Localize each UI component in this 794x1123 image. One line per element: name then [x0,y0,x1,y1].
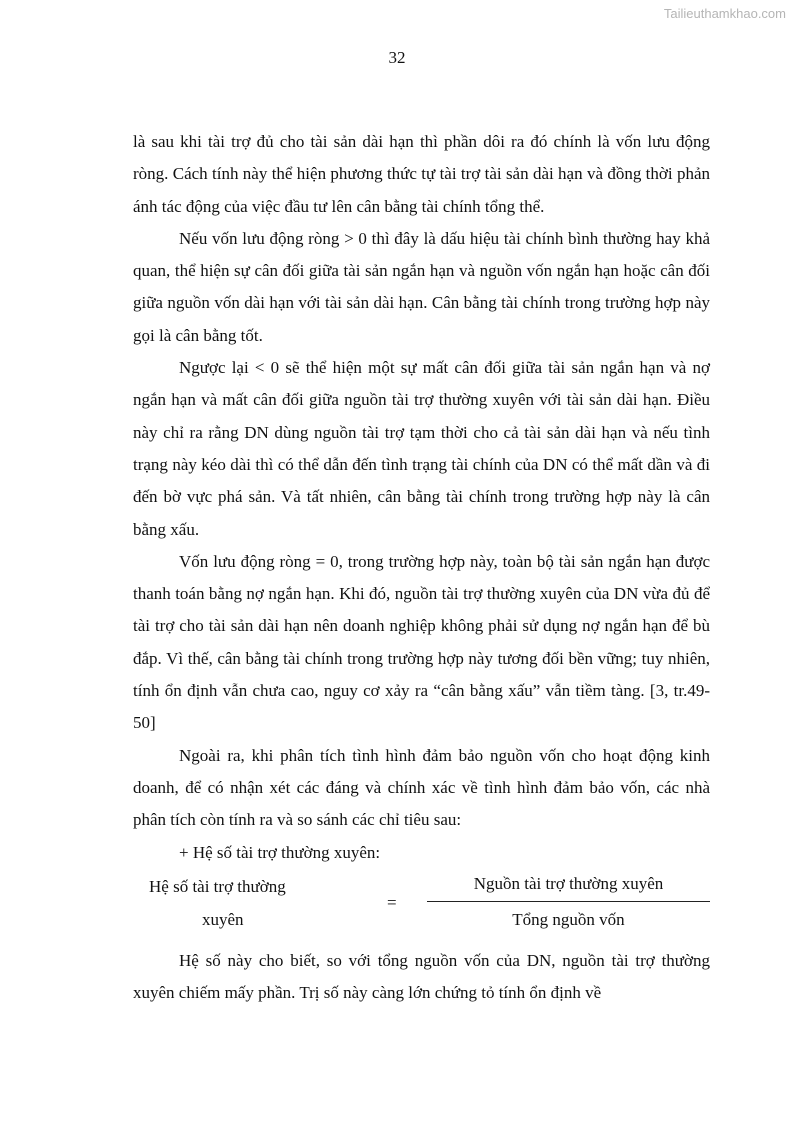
formula-lhs-continued: xuyên [202,909,244,929]
formula [133,869,710,945]
paragraph: Vốn lưu động ròng = 0, trong trường hợp này, toàn bộ tài sản ngắn hạn được thanh toán bằng nợ ngắn hạn. Khi đó, nguồn tài trợ thường xuyên của DN vừa đủ để tài trợ cho tài sản dài hạn nên doanh nghiệp không phải sử dụng nợ ngắn hạn để bù đắp. Vì thế, cân bằng tài chính trong trường hợp này tương đối bền vững; tuy nhiên, tính ổn định vẫn chưa cao, nguy cơ xảy ra “cân bằng xấu” vẫn tiềm tàng. [3, tr.49-50] [133,551,710,733]
list-item: + Hệ số tài trợ thường xuyên: [179,842,381,862]
watermark: Tailieuthamkhao.com [663,6,786,21]
paragraph: là sau khi tài trợ đủ cho tài sản dài hạn thì phần dôi ra đó chính là vốn lưu động ròng. Cách tính này thể hiện phương thức tự tài trợ tài sản dài hạn và đồng thời phản ánh tác động của việc đầu tư lên cân bằng tài chính tổng thể. [133,132,710,216]
formula-lhs: Hệ số tài trợ thường [149,876,286,896]
paragraph: Nếu vốn lưu động ròng > 0 thì đây là dấu hiệu tài chính bình thường hay khả quan, thể hiện sự cân đối giữa tài sản ngắn hạn và nguồn vốn ngắn hạn hoặc cân đối giữa nguồn vốn dài hạn với tài sản dài hạn. Cân bằng tài chính trong trường hợp này gọi là cân bằng tốt. [133,228,710,345]
paragraph: Ngược lại < 0 sẽ thể hiện một sự mất cân đối giữa tài sản ngắn hạn và nợ ngắn hạn và mất cân đối giữa nguồn tài trợ thường xuyên với tài sản dài hạn. Điều này chỉ ra rằng DN dùng nguồn tài trợ tạm thời cho cả tài sản dài hạn và nếu tình trạng này kéo dài thì có thể dẫn đến tình trạng tài chính của DN có thể mất dần và đi đến bờ vực phá sản. Và tất nhiên, cân bằng tài chính trong trường hợp này là cân bằng xấu. [133,358,710,539]
document-body [133,126,710,1009]
fraction-bar [427,901,710,902]
formula-denominator: Tổng nguồn vốn [512,909,625,929]
page-number: 32 [388,48,406,67]
paragraph: Hệ số này cho biết, so với tổng nguồn vốn của DN, nguồn tài trợ thường xuyên chiếm mấy phần. Trị số này càng lớn chứng tỏ tính ổn định về [133,950,710,1003]
equals-sign: = [387,892,397,912]
formula-numerator: Nguồn tài trợ thường xuyên [473,873,664,893]
paragraph: Ngoài ra, khi phân tích tình hình đảm bảo nguồn vốn cho hoạt động kinh doanh, để có nhận xét các đáng và chính xác về tình hình đảm bảo vốn, các nhà phân tích còn tính ra và so sánh các chỉ tiêu sau: [133,745,710,830]
